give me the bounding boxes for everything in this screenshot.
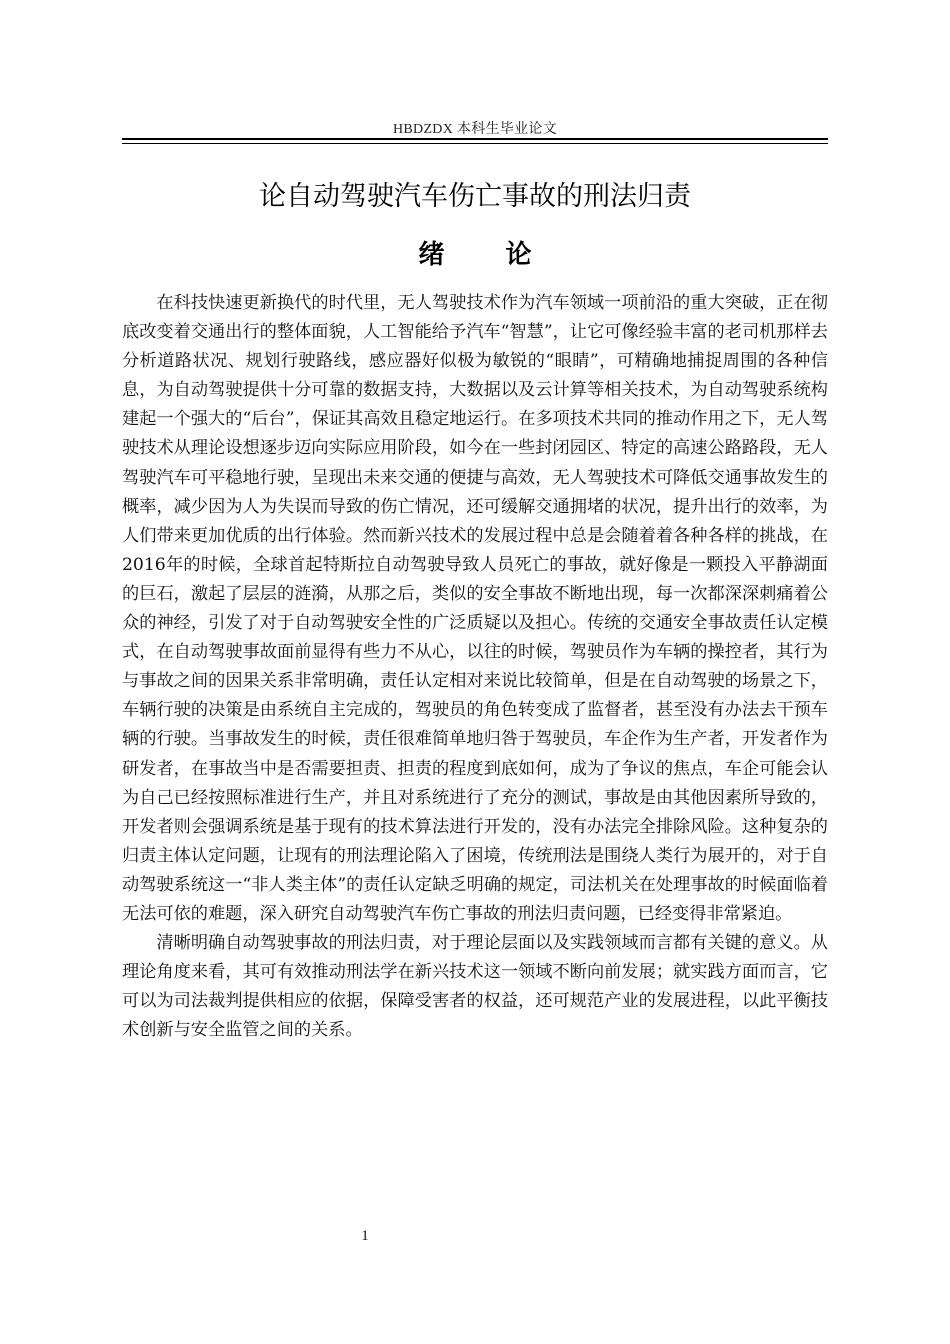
header-rule-thin	[122, 143, 828, 144]
section-heading: 绪 论	[418, 240, 558, 270]
paragraph: 在科技快速更新换代的时代里，无人驾驶技术作为汽车领域一项前沿的重大突破，正在彻底改变着交通出行的整体面貌，人工智能给予汽车“智慧”，让它可像经验丰富的老司机那样去分析道路状况、规划行驶路线，感应器好似极为敏锐的“眼睛”，可精确地捕捉周围的各种信息，为自动驾驶提供十分可靠的数据支持，大数据以及云计算等相关技术，为自动驾驶系统构建起一个强大的“后台”，保证其高效且稳定地运行。在多项技术共同的推动作用之下，无人驾驶技术从理论设想逐步迈向实际应用阶段，如今在一些封闭园区、特定的高速公路路段，无人驾驶汽车可平稳地行驶，呈现出未来交通的便捷与高效，无人驾驶技术可降低交通事故发生的概率，减少因为人为失误而导致的伤亡情况，还可缓解交通拥堵的状况，提升出行的效率，为人们带来更加优质的出行体验。然而新兴技术的发展过程中总是会随着着各种各样的挑战，在2016年的时候，全球首起特斯拉自动驾驶导致人员死亡的事故，就好像是一颗投入平静湖面的巨石，激起了层层的涟漪，从那之后，类似的安全事故不断地出现，每一次都深深刺痛着公众的神经，引发了对于自动驾驶安全性的广泛质疑以及担心。传统的交通安全事故责任认定模式，在自动驾驶事故面前显得有些力不从心，以往的时候，驾驶员作为车辆的操控者，其行为与事故之间的因果关系非常明确，责任认定相对来说比较简单，但是在自动驾驶的场景之下，车辆行驶的决策是由系统自主完成的，驾驶员的角色转变成了监督者，甚至没有办法去干预车辆的行驶。当事故发生的时候，责任很难简单地归咎于驾驶员，车企作为生产者，开发者作为研发者，在事故当中是否需要担责、担责的程度到底如何，成为了争议的焦点，车企可能会认为自己已经按照标准进行生产，并且对系统进行了充分的测试，事故是由其他因素所导致的，开发者则会强调系统是基于现有的技术算法进行开发的，没有办法完全排除风险。这种复杂的归责主体认定问题，让现有的刑法理论陷入了困境，传统刑法是围绕人类行为展开的，对于自动驾驶系统这一“非人类主体”的责任认定缺乏明确的规定，司法机关在处理事故的时候面临着无法可依的难题，深入研究自动驾驶汽车伤亡事故的刑法归责问题，已经变得非常紧迫。	[122, 293, 828, 924]
running-header: HBDZDX 本科生毕业论文	[392, 122, 558, 137]
paragraph: 清晰明确自动驾驶事故的刑法归责，对于理论层面以及实践领域而言都有关键的意义。从理论角度来看，其可有效推动刑法学在新兴技术这一领域不断向前发展；就实践方面而言，它可以为司法裁判提供相应的依据，保障受害者的权益，还可规范产业的发展进程，以此平衡技术创新与安全监管之间的关系。	[122, 933, 828, 1041]
page-number: 1	[361, 1228, 369, 1244]
body-text	[122, 289, 828, 1045]
header-rule-thick	[122, 138, 828, 140]
paper-title: 论自动驾驶汽车伤亡事故的刑法归责	[259, 181, 691, 212]
